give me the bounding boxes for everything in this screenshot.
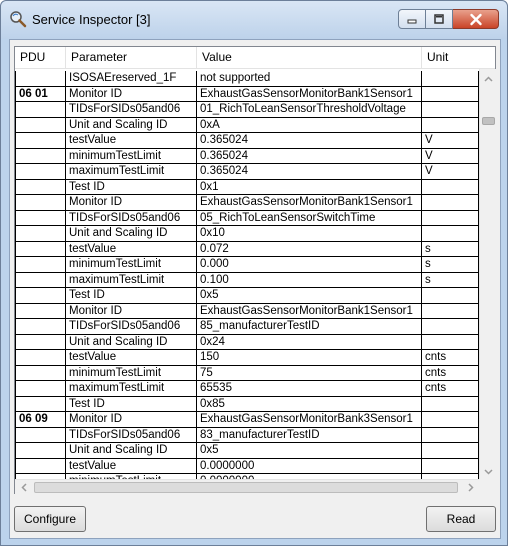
chevron-right-icon — [468, 481, 474, 495]
table-row[interactable] — [15, 211, 479, 227]
unit-cell: V — [422, 149, 479, 165]
unit-cell: s — [422, 257, 479, 273]
parameter-cell: testValue — [66, 133, 197, 149]
parameter-cell: Monitor ID — [66, 195, 197, 211]
title-bar[interactable] — [1, 1, 507, 39]
parameter-cell: Monitor ID — [66, 87, 197, 103]
unit-cell — [422, 304, 479, 320]
vertical-scroll-thumb[interactable] — [482, 117, 495, 125]
parameter-cell: maximumTestLimit — [66, 381, 197, 397]
unit-cell — [422, 412, 479, 428]
parameter-cell: maximumTestLimit — [66, 164, 197, 180]
value-cell: 0x24 — [197, 335, 422, 351]
unit-cell — [422, 195, 479, 211]
pdu-cell — [15, 381, 66, 397]
table-row[interactable] — [15, 319, 479, 335]
value-cell: 0.100 — [197, 273, 422, 289]
table-row[interactable] — [15, 335, 479, 351]
parameter-cell: Monitor ID — [66, 304, 197, 320]
unit-cell — [422, 226, 479, 242]
column-header-parameter[interactable]: Parameter — [66, 47, 197, 69]
unit-cell — [422, 71, 479, 87]
table-row[interactable] — [15, 443, 479, 459]
pdu-cell — [15, 397, 66, 413]
parameter-cell: minimumTestLimit — [66, 366, 197, 382]
table-row[interactable] — [15, 397, 479, 413]
column-header-value[interactable]: Value — [197, 47, 422, 69]
value-cell: ExhaustGasSensorMonitorBank1Sensor1 — [197, 195, 422, 211]
parameter-cell: TIDsForSIDs05and06 — [66, 428, 197, 444]
pdu-cell — [15, 366, 66, 382]
pdu-cell — [15, 335, 66, 351]
parameter-cell: TIDsForSIDs05and06 — [66, 211, 197, 227]
parameter-cell: Unit and Scaling ID — [66, 443, 197, 459]
unit-cell — [422, 180, 479, 196]
table-row[interactable] — [15, 133, 479, 149]
close-button[interactable] — [453, 9, 499, 29]
unit-cell — [422, 87, 479, 103]
value-cell: ExhaustGasSensorMonitorBank3Sensor1 — [197, 412, 422, 428]
parameter-table[interactable] — [14, 46, 496, 494]
value-cell: not supported — [197, 71, 422, 87]
unit-cell: V — [422, 164, 479, 180]
table-header — [15, 47, 495, 69]
configure-button[interactable]: Configure — [14, 506, 86, 532]
value-cell: 83_manufacturerTestID — [197, 428, 422, 444]
minimize-icon — [407, 14, 417, 24]
parameter-cell: Unit and Scaling ID — [66, 335, 197, 351]
read-button[interactable]: Read — [426, 506, 496, 532]
table-row[interactable] — [15, 412, 479, 428]
parameter-cell: Test ID — [66, 288, 197, 304]
scroll-left-button[interactable] — [15, 480, 32, 495]
value-cell: ExhaustGasSensorMonitorBank1Sensor1 — [197, 304, 422, 320]
table-row[interactable] — [15, 180, 479, 196]
table-row[interactable] — [15, 366, 479, 382]
parameter-cell: Monitor ID — [66, 412, 197, 428]
pdu-cell — [15, 443, 66, 459]
magnifier-icon — [9, 10, 27, 28]
parameter-cell: TIDsForSIDs05and06 — [66, 102, 197, 118]
table-row[interactable] — [15, 71, 479, 87]
column-header-pdu[interactable]: PDU — [15, 47, 66, 69]
table-row[interactable] — [15, 195, 479, 211]
pdu-cell — [15, 180, 66, 196]
table-row[interactable] — [15, 350, 479, 366]
pdu-cell — [15, 319, 66, 335]
pdu-cell — [15, 304, 66, 320]
unit-cell — [422, 335, 479, 351]
unit-cell: cnts — [422, 350, 479, 366]
pdu-cell — [15, 118, 66, 134]
unit-cell: s — [422, 242, 479, 258]
parameter-cell: maximumTestLimit — [66, 273, 197, 289]
unit-cell — [422, 288, 479, 304]
parameter-cell: testValue — [66, 242, 197, 258]
parameter-cell: Unit and Scaling ID — [66, 118, 197, 134]
parameter-cell: Test ID — [66, 180, 197, 196]
table-row[interactable] — [15, 149, 479, 165]
pdu-cell: 06 01 — [15, 87, 66, 103]
parameter-cell: testValue — [66, 459, 197, 475]
value-cell: 0.072 — [197, 242, 422, 258]
scroll-corner — [479, 479, 496, 494]
unit-cell — [422, 211, 479, 227]
chevron-up-icon — [484, 71, 493, 85]
table-row[interactable] — [15, 304, 479, 320]
vertical-scrollbar[interactable] — [479, 69, 496, 479]
close-icon — [470, 14, 482, 25]
value-cell: 85_manufacturerTestID — [197, 319, 422, 335]
value-cell: 0.365024 — [197, 149, 422, 165]
value-cell: 65535 — [197, 381, 422, 397]
maximize-icon — [434, 14, 444, 24]
minimize-button[interactable] — [398, 9, 426, 29]
pdu-cell — [15, 164, 66, 180]
value-cell: 01_RichToLeanSensorThresholdVoltage — [197, 102, 422, 118]
pdu-cell — [15, 102, 66, 118]
table-row[interactable] — [15, 459, 479, 475]
pdu-cell — [15, 288, 66, 304]
scroll-right-button[interactable] — [462, 480, 479, 495]
value-cell: ExhaustGasSensorMonitorBank1Sensor1 — [197, 87, 422, 103]
pdu-cell — [15, 350, 66, 366]
pdu-cell — [15, 428, 66, 444]
parameter-cell: ISOSAEreserved_1F — [66, 71, 197, 87]
pdu-cell — [15, 211, 66, 227]
maximize-button[interactable] — [426, 9, 453, 29]
scroll-up-button[interactable] — [480, 69, 497, 86]
unit-cell — [422, 443, 479, 459]
parameter-cell: minimumTestLimit — [66, 257, 197, 273]
table-body — [15, 71, 479, 479]
pdu-cell — [15, 133, 66, 149]
value-cell: 0x85 — [197, 397, 422, 413]
table-row[interactable] — [15, 102, 479, 118]
pdu-cell — [15, 226, 66, 242]
unit-cell — [422, 459, 479, 475]
value-cell: 0.365024 — [197, 164, 422, 180]
pdu-cell — [15, 257, 66, 273]
window-title: Service Inspector [3] — [32, 12, 151, 27]
table-row[interactable] — [15, 164, 479, 180]
parameter-cell: TIDsForSIDs05and06 — [66, 319, 197, 335]
column-header-unit[interactable]: Unit — [427, 50, 449, 64]
pdu-cell — [15, 71, 66, 87]
value-cell: 0.000 — [197, 257, 422, 273]
table-row[interactable] — [15, 242, 479, 258]
value-cell: 150 — [197, 350, 422, 366]
table-row[interactable] — [15, 118, 479, 134]
pdu-cell — [15, 195, 66, 211]
chevron-down-icon — [484, 464, 493, 478]
horizontal-scrollbar[interactable] — [15, 479, 479, 494]
value-cell: 0x5 — [197, 443, 422, 459]
unit-cell: cnts — [422, 366, 479, 382]
chevron-left-icon — [21, 481, 27, 495]
value-cell: 0x5 — [197, 288, 422, 304]
scroll-down-button[interactable] — [480, 462, 497, 479]
unit-cell — [422, 102, 479, 118]
unit-cell — [422, 319, 479, 335]
table-row[interactable] — [15, 226, 479, 242]
unit-cell — [422, 118, 479, 134]
value-cell: 0.365024 — [197, 133, 422, 149]
value-cell: 0.0000000 — [197, 459, 422, 475]
parameter-cell: testValue — [66, 350, 197, 366]
value-cell: 0x1 — [197, 180, 422, 196]
table-row[interactable] — [15, 288, 479, 304]
value-cell: 0xA — [197, 118, 422, 134]
value-cell: 0x10 — [197, 226, 422, 242]
pdu-cell — [15, 273, 66, 289]
table-row[interactable] — [15, 257, 479, 273]
value-cell: 05_RichToLeanSensorSwitchTime — [197, 211, 422, 227]
unit-cell: V — [422, 133, 479, 149]
pdu-cell — [15, 459, 66, 475]
table-row[interactable] — [15, 381, 479, 397]
value-cell: 75 — [197, 366, 422, 382]
caption-buttons — [398, 9, 499, 29]
parameter-cell: Unit and Scaling ID — [66, 226, 197, 242]
pdu-cell: 06 09 — [15, 412, 66, 428]
pdu-cell — [15, 242, 66, 258]
parameter-cell: Test ID — [66, 397, 197, 413]
table-row[interactable] — [15, 87, 479, 103]
pdu-cell — [15, 149, 66, 165]
unit-cell: s — [422, 273, 479, 289]
parameter-cell: minimumTestLimit — [66, 149, 197, 165]
unit-cell: cnts — [422, 381, 479, 397]
table-row[interactable] — [15, 428, 479, 444]
horizontal-scroll-thumb[interactable] — [34, 482, 458, 493]
unit-cell — [422, 428, 479, 444]
client-area — [9, 39, 501, 539]
table-row[interactable] — [15, 273, 479, 289]
unit-cell — [422, 397, 479, 413]
